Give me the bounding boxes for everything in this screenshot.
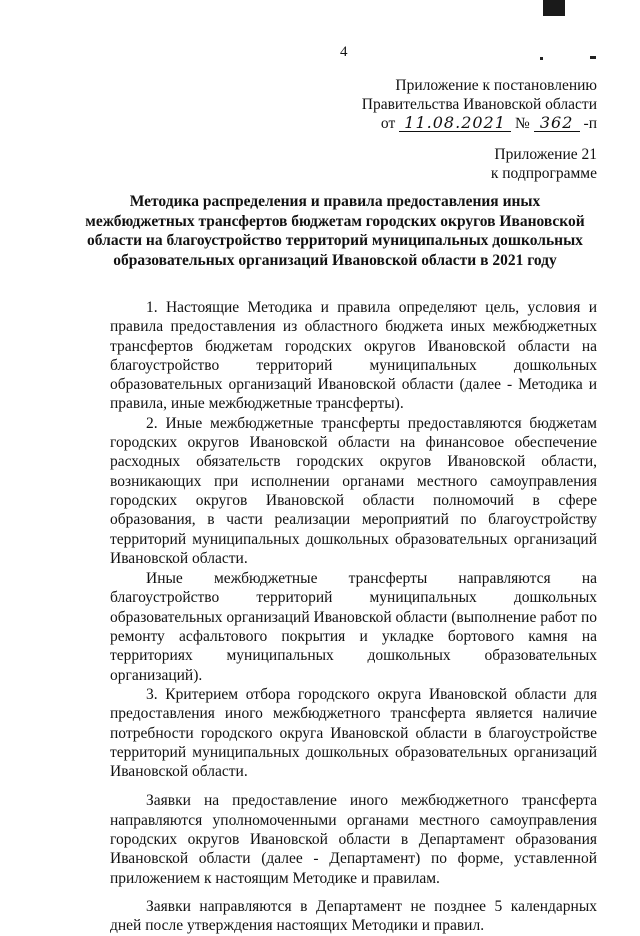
annotation-line-2: Правительства Ивановской области	[361, 96, 597, 113]
paragraph: Заявки направляются в Департамент не позднее 5 календарных дней после утверждения настоящих Методики и правил.	[110, 897, 597, 935]
number-suffix: -п	[583, 115, 597, 132]
number-label: №	[514, 115, 530, 132]
annotation-date-line	[381, 114, 597, 134]
paragraph: 2. Иные межбюджетные трансферты предоставляются бюджетам городских округов Ивановской области на финансовое обеспечение расходных обязательств городских округов Ивановской области, возникающих при исполнении органами местного самоуправления городских округов Ивановской области полномочий в сфере образования, в части реализации мероприятий по благоустройству территорий муниципальных дошкольных образовательных организаций Ивановской области.	[110, 414, 597, 567]
paragraph: 1. Настоящие Методика и правила определяют цель, условия и правила предоставления из областного бюджета иных межбюджетных трансфертов бюджетам городских округов Ивановской области на благоустройство территорий муниципальных дошкольных образовательных организаций Ивановской области (далее - Методика и правила, иные межбюджетные трансферты).	[110, 299, 597, 413]
document-body	[110, 298, 597, 936]
paragraph: Заявки на предоставление иного межбюджетного трансферта направляются уполномоченными органами местного самоуправления городских округов Ивановской области в Департамент образования Ивановской области (далее - Департамент) по форме, уставленной приложением к настоящим Методике и правилам.	[110, 792, 597, 887]
appendix-line-2: к подпрограмме	[490, 165, 597, 182]
handwritten-number: 362	[534, 115, 580, 132]
paragraph: Иные межбюджетные трансферты направляются на благоустройство территорий муниципальных дошкольных образовательных организаций Ивановской области (выполнение работ по ремонту асфальтового покрытия и укладке бортового камня на территориях муниципальных дошкольных образовательных организаций).	[110, 570, 597, 684]
page-number: 4	[340, 44, 348, 60]
appendix-line-1: Приложение 21	[494, 146, 597, 163]
scan-speck	[590, 56, 596, 59]
from-label: от	[380, 115, 396, 132]
handwritten-date: 11.08.2021	[399, 115, 511, 132]
annotation-line-1: Приложение к постановлению	[395, 77, 597, 94]
paragraph: 3. Критерием отбора городского округа Ивановской области для предоставления иного межбюджетного трансферта является наличие потребности городского округа Ивановской области в благоустройстве территорий муниципальных дошкольных образовательных организаций Ивановской области.	[110, 685, 597, 781]
scan-mark	[543, 0, 565, 16]
scan-speck	[540, 57, 543, 60]
document-title: Методика распределения и правила предоставления иных межбюджетных трансфертов бюджетам городских округов Ивановской области на благоустройство территорий муниципальных дошкольных образовательных организаций Ивановской области в 2021 году	[85, 193, 585, 269]
